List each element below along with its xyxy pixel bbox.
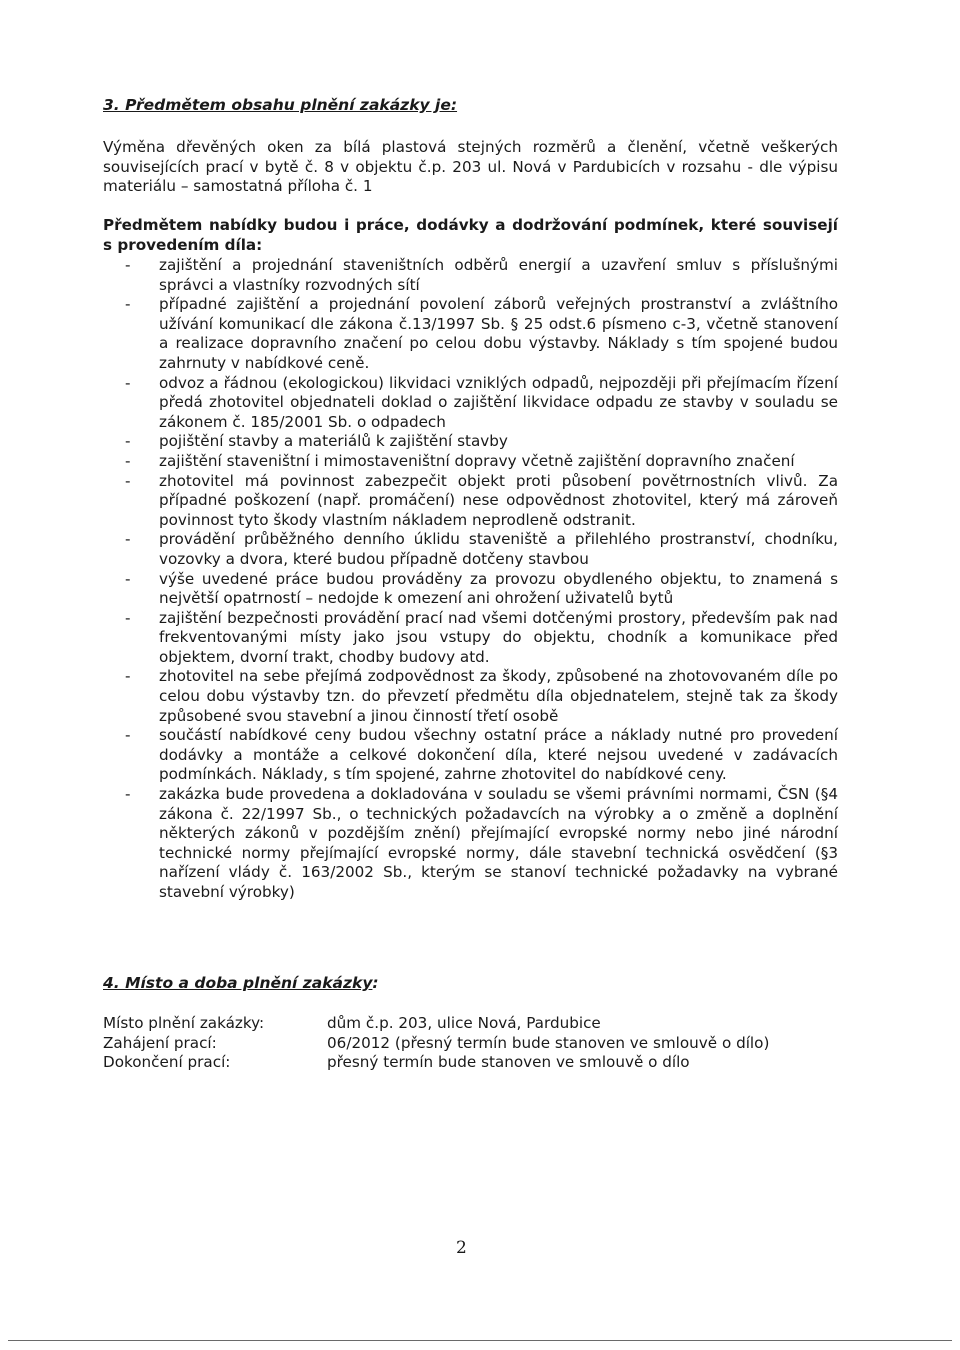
table-row xyxy=(103,1034,838,1054)
table-row xyxy=(103,1053,838,1073)
table-row xyxy=(103,1014,838,1034)
list-item: - pojištění stavby a materiálů k zajištění stavby xyxy=(103,432,838,452)
page-number: 2 xyxy=(456,1238,467,1258)
list-item: - výše uvedené práce budou prováděny za provozu obydleného objektu, to znamená s největší opatrností – nedojde k omezení ani ohrožení uživatelů bytů xyxy=(103,570,838,609)
list-item: - zajištění staveništní i mimostaveništní dopravy včetně zajištění dopravního značení xyxy=(103,452,838,472)
section-3-bold-heading: Předmětem nabídky budou i práce, dodávky a dodržování podmínek, které souvisejí s provedením díla: xyxy=(103,216,838,254)
row-label: Zahájení prací: xyxy=(103,1033,217,1052)
list-item: - zhotovitel má povinnost zabezpečit objekt proti působení povětrnostních vlivů. Za případné poškození (např. promáčení) nese odpovědnost zhotovitel, který má zároveň povinnost tyto škody vlastním nákladem neprodleně odstranit. xyxy=(103,472,838,531)
row-label: Místo plnění zakázky: xyxy=(103,1014,265,1032)
row-value: 06/2012 (přesný termín bude stanoven ve smlouvě o dílo) xyxy=(327,1033,770,1052)
list-item: - zajištění bezpečnosti provádění prací nad všemi dotčenými prostory, především pak nad frekventovanými místy jako jsou vstupy do objektu, chodník a komunikace před objektem, dvorní trakt, chodby budovy atd. xyxy=(103,609,838,668)
row-label: Dokončení prací: xyxy=(103,1053,231,1072)
section-4-title-colon: : xyxy=(372,974,379,992)
list-item: - zhotovitel na sebe přejímá zodpovědnost za škody, způsobené na zhotovovaném díle po celou dobu výstavby tzn. do převzetí předmětu díla objednatelem, stejně tak za škody způsobené svou stavební a jinou činností třetí osobě xyxy=(103,667,838,726)
row-value: přesný termín bude stanoven ve smlouvě o dílo xyxy=(327,1053,690,1072)
requirements-list xyxy=(103,256,838,903)
list-item: - odvoz a řádnou (ekologickou) likvidaci vzniklých odpadů, nejpozději při přejímacím řízení předá zhotovitel objednateli doklad o zajištění likvidace odpadu ze stavby v souladu se zákonem č. 185/2001 Sb. o odpadech xyxy=(103,374,838,433)
list-item: - provádění průběžného denního úklidu staveniště a přilehlého prostranství, chodníku, vozovky a dvora, které budou případně dotčeny stavbou xyxy=(103,530,838,569)
list-item: - zakázka bude provedena a dokladována v souladu se všemi právními normami, ČSN (§4 zákona č. 22/1997 Sb., o technických požadavcích na výrobky a o změně a doplnění některých zákonů v pozdějším znění) přejímající evropské normy nebo jiné národní technické normy přejímající evropské normy, dále stavební technická osvědčení (§3 nařízení vlády č. 163/2002 Sb., kterým se stanoví technické požadavky na vybrané stavební výrobky) xyxy=(103,785,838,903)
section-3-title: 3. Předmětem obsahu plnění zakázky je: xyxy=(103,96,458,114)
list-item: - případné zajištění a projednání povolení záborů veřejných prostranství a zvláštního užívání komunikací dle zákona č.13/1997 Sb. § 25 odst.6 písmeno c-3, včetně stanovení a realizace dopravního značení po celou dobu výstavby. Náklady s tím spojené budou zahrnuty v nabídkové ceně. xyxy=(103,295,838,373)
section-4-title xyxy=(103,974,379,992)
row-value: dům č.p. 203, ulice Nová, Pardubice xyxy=(327,1014,601,1032)
list-item: - součástí nabídkové ceny budou všechny ostatní práce a náklady nutné pro provedení dodávky a montáže a celkové dokončení díla, které nejsou uvedené v zadávacích podmínkách. Náklady, s tím spojené, zahrne zhotovitel do nabídkové ceny. xyxy=(103,726,838,785)
section-3-intro: Výměna dřevěných oken za bílá plastová stejných rozměrů a členění, včetně veškerých souvisejících prací v bytě č. 8 v objektu č.p. 203 ul. Nová v Pardubicích v rozsahu - dle výpisu materiálu – samostatná příloha č. 1 xyxy=(103,138,838,196)
list-item: - zajištění a projednání staveništních odběrů energií a uzavření smluv s příslušnými správci a vlastníky rozvodných sítí xyxy=(103,256,838,295)
section-4-title-text: 4. Místo a doba plnění zakázky xyxy=(103,974,373,992)
place-and-time-table xyxy=(103,1014,838,1073)
scan-edge-divider xyxy=(8,1340,952,1341)
